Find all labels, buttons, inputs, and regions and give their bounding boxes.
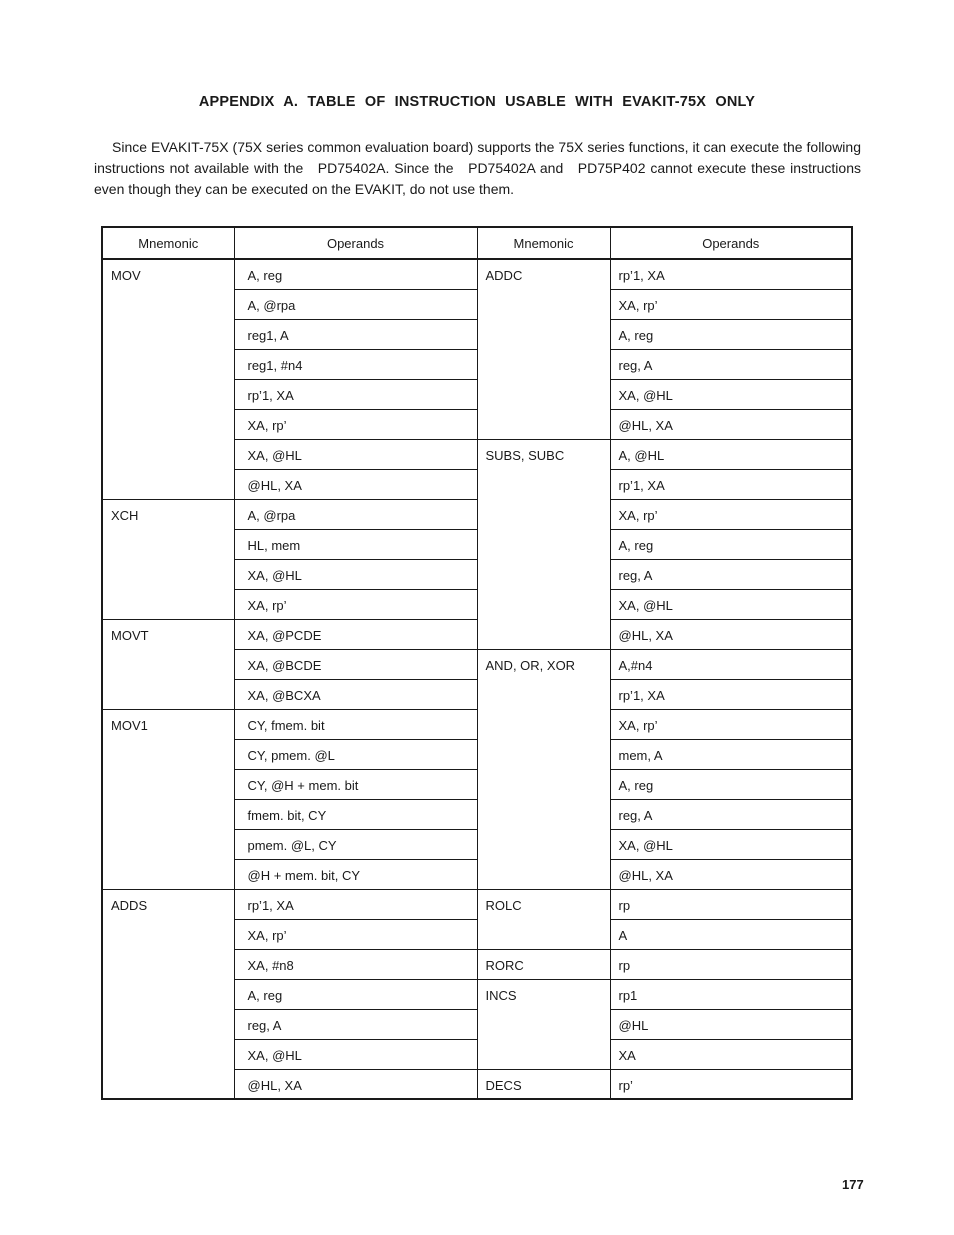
operand-cell-left: XA, rp’ <box>234 589 477 619</box>
operand-cell-right: rp’ <box>610 1069 852 1099</box>
header-mnemonic-left: Mnemonic <box>102 227 234 259</box>
operand-cell-right: XA, @HL <box>610 379 852 409</box>
operand-cell-left: reg, A <box>234 1009 477 1039</box>
operand-cell-right: XA <box>610 1039 852 1069</box>
operand-cell-left: XA, @HL <box>234 559 477 589</box>
operand-cell-left: HL, mem <box>234 529 477 559</box>
page-number: 177 <box>842 1177 864 1192</box>
mnemonic-cell-right: AND, OR, XOR <box>477 649 610 889</box>
operand-cell-left: rp’1, XA <box>234 889 477 919</box>
table-row <box>102 259 852 289</box>
mnemonic-cell-left: MOV <box>102 259 234 499</box>
operand-cell-right: A <box>610 919 852 949</box>
operand-cell-right: @HL <box>610 1009 852 1039</box>
operand-cell-left: CY, pmem. @L <box>234 739 477 769</box>
operand-cell-right: XA, rp’ <box>610 289 852 319</box>
mnemonic-cell-right: DECS <box>477 1069 610 1099</box>
operand-cell-left: reg1, #n4 <box>234 349 477 379</box>
page-title: APPENDIX A. TABLE OF INSTRUCTION USABLE WITH EVAKIT-75X ONLY <box>198 94 756 110</box>
operand-cell-right: rp’1, XA <box>610 469 852 499</box>
mnemonic-cell-left: XCH <box>102 499 234 619</box>
operand-cell-right: @HL, XA <box>610 619 852 649</box>
header-mnemonic-right: Mnemonic <box>477 227 610 259</box>
header-operands-right: Operands <box>610 227 852 259</box>
operand-cell-left: XA, @PCDE <box>234 619 477 649</box>
operand-cell-left: XA, @HL <box>234 439 477 469</box>
mnemonic-cell-left: ADDS <box>102 889 234 1099</box>
operand-cell-right: XA, rp’ <box>610 499 852 529</box>
operand-cell-right: rp’1, XA <box>610 259 852 289</box>
operand-cell-right: reg, A <box>610 349 852 379</box>
header-row <box>102 227 852 259</box>
operand-cell-right: rp <box>610 949 852 979</box>
operand-cell-right: XA, rp’ <box>610 709 852 739</box>
mnemonic-cell-right: SUBS, SUBC <box>477 439 610 649</box>
operand-cell-left: XA, #n8 <box>234 949 477 979</box>
operand-cell-right: XA, @HL <box>610 589 852 619</box>
operand-cell-right: XA, @HL <box>610 829 852 859</box>
table-body <box>102 259 852 1099</box>
operand-cell-left: fmem. bit, CY <box>234 799 477 829</box>
operand-cell-right: reg, A <box>610 559 852 589</box>
operand-cell-right: A,#n4 <box>610 649 852 679</box>
table-row <box>102 889 852 919</box>
operand-cell-left: A, reg <box>234 259 477 289</box>
mnemonic-cell-left: MOVT <box>102 619 234 709</box>
operand-cell-left: XA, rp’ <box>234 919 477 949</box>
operand-cell-left: XA, @BCDE <box>234 649 477 679</box>
operand-cell-left: A, @rpa <box>234 289 477 319</box>
mnemonic-cell-right: ADDC <box>477 259 610 439</box>
mnemonic-cell-right: ROLC <box>477 889 610 949</box>
operand-cell-left: reg1, A <box>234 319 477 349</box>
operand-cell-left: @HL, XA <box>234 1069 477 1099</box>
mnemonic-cell-right: INCS <box>477 979 610 1069</box>
header-operands-left: Operands <box>234 227 477 259</box>
operand-cell-right: A, @HL <box>610 439 852 469</box>
operand-cell-left: A, reg <box>234 979 477 1009</box>
operand-cell-left: A, @rpa <box>234 499 477 529</box>
operand-cell-right: A, reg <box>610 769 852 799</box>
operand-cell-right: mem, A <box>610 739 852 769</box>
operand-cell-right: rp <box>610 889 852 919</box>
operand-cell-left: @H + mem. bit, CY <box>234 859 477 889</box>
operand-cell-right: @HL, XA <box>610 409 852 439</box>
operand-cell-left: CY, fmem. bit <box>234 709 477 739</box>
operand-cell-left: @HL, XA <box>234 469 477 499</box>
instruction-table <box>101 226 853 1100</box>
operand-cell-left: pmem. @L, CY <box>234 829 477 859</box>
operand-cell-right: @HL, XA <box>610 859 852 889</box>
operand-cell-right: rp1 <box>610 979 852 1009</box>
operand-cell-right: reg, A <box>610 799 852 829</box>
mnemonic-cell-left: MOV1 <box>102 709 234 889</box>
operand-cell-left: rp’1, XA <box>234 379 477 409</box>
operand-cell-left: XA, @BCXA <box>234 679 477 709</box>
operand-cell-right: rp’1, XA <box>610 679 852 709</box>
operand-cell-right: A, reg <box>610 529 852 559</box>
intro-text: Since EVAKIT-75X (75X series common evaluation board) supports the 75X series functions, it can execute the following instructions not available with the PD75402A. Since the PD75402A and PD75P402 cannot execute these instructions even though they can be executed on the EVAKIT, do not use them. <box>94 139 861 197</box>
intro-paragraph <box>94 137 861 200</box>
mnemonic-cell-right: RORC <box>477 949 610 979</box>
operand-cell-left: XA, @HL <box>234 1039 477 1069</box>
operand-cell-left: CY, @H + mem. bit <box>234 769 477 799</box>
operand-cell-right: A, reg <box>610 319 852 349</box>
operand-cell-left: XA, rp’ <box>234 409 477 439</box>
